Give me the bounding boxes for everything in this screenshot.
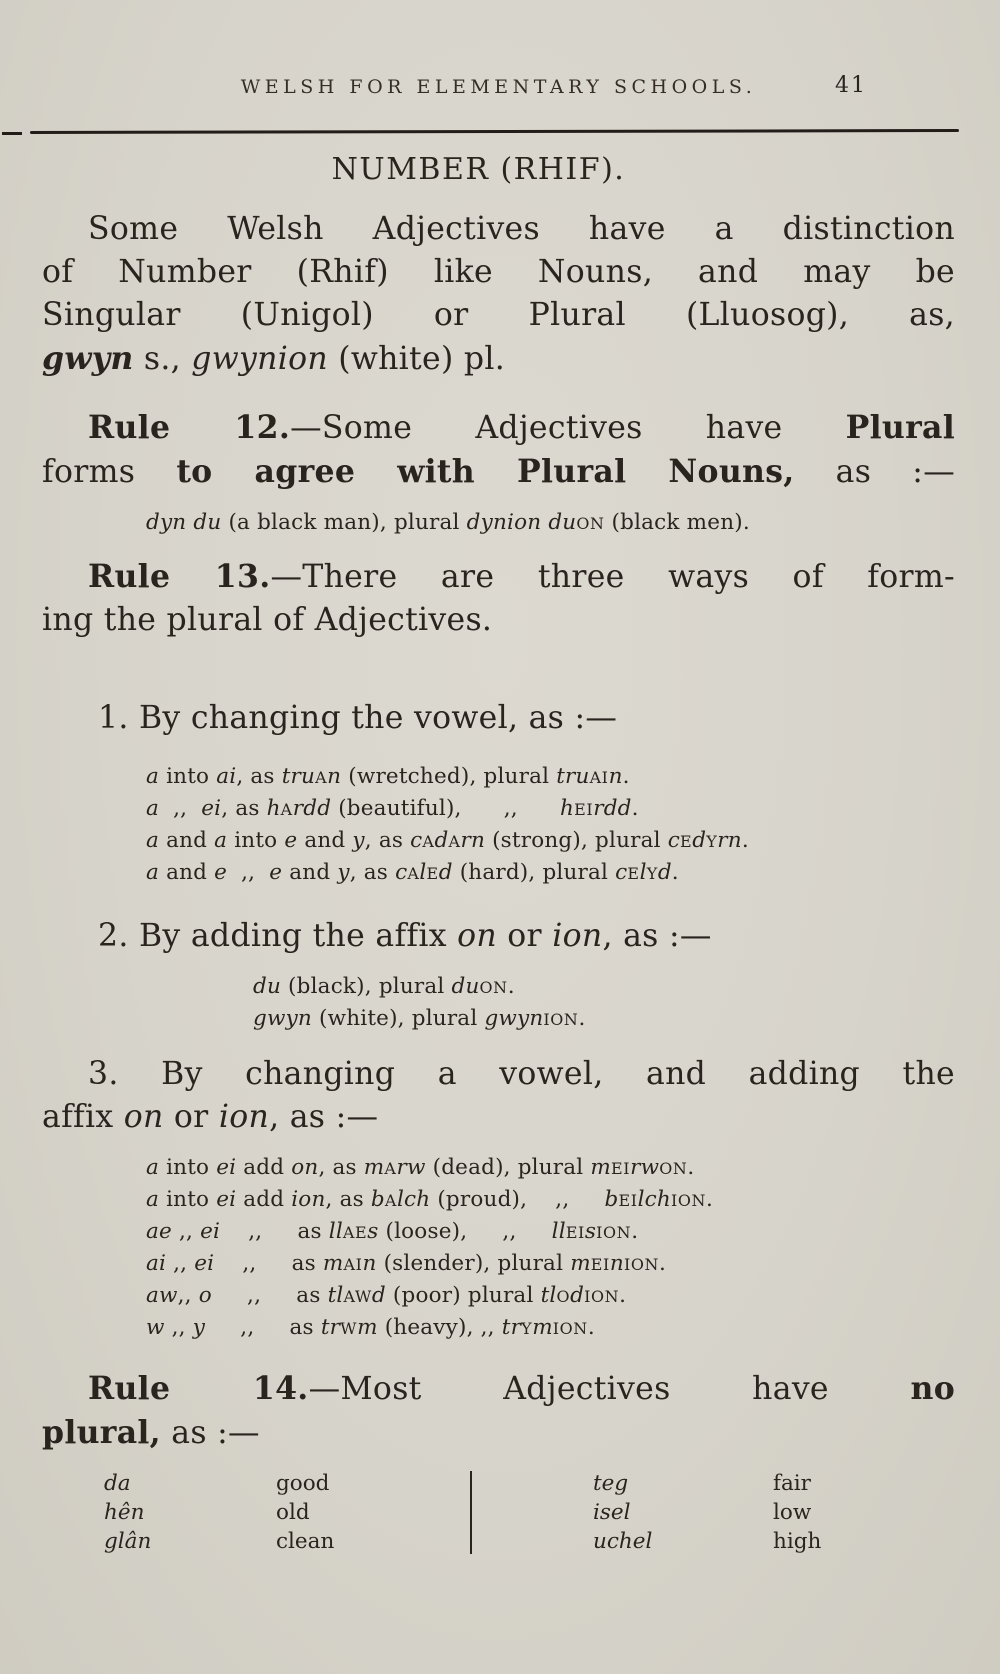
text-line: ing the plural of Adjectives. [42,602,493,638]
adjective-table [104,1469,955,1556]
text-line: Singular (Unigol) or Plural (Lluosog), as, [42,297,955,333]
text-line: plural, as :— [42,1414,260,1451]
text-line: Some Welsh Adjectives have a distinction [88,211,955,247]
example-line: a and e ,, e and y, as cAlEd (hard), plural cElYd. [146,860,679,885]
adjective-table-left [104,1469,470,1556]
welsh-word: uchel [593,1529,653,1554]
header-divider [30,129,959,134]
item-1-examples [146,761,955,889]
running-header [42,73,955,104]
example-line: a into ei add on, as mArw (dead), plural mEIrwON. [146,1155,695,1180]
example-line: gwyn (white), plural gwynION. [253,1006,586,1031]
adjective-table-right [593,1469,821,1556]
text-line: Rule 12.—Some Adjectives have Plural [88,409,955,446]
welsh-word: isel [593,1500,631,1525]
text-line: 3. By changing a vowel, and adding the [88,1056,955,1092]
english-word: high [773,1529,822,1554]
intro-paragraph [42,208,955,381]
running-title: WELSH FOR ELEMENTARY SCHOOLS. [240,76,757,98]
english-word: good [276,1471,330,1496]
welsh-word: hên [104,1500,145,1525]
rule-13-paragraph [42,555,955,642]
welsh-word: da [104,1471,131,1496]
example-line: a into ei add ion, as bAlch (proud), ,, bEIlchION. [146,1187,714,1212]
example-line: a ,, ei, as hArdd (beautiful), ,, hEIrdd. [146,796,639,821]
welsh-word: glân [104,1529,152,1554]
rule-12-paragraph [42,406,955,494]
rule-12-example: dyn du (a black man), plural dynion duON (black men). [146,510,750,535]
english-word: low [773,1500,812,1525]
item-3-heading [42,1053,955,1139]
english-word: clean [276,1529,335,1554]
example-line: w ,, y ,, as trWm (heavy), ,, trYmION. [146,1315,595,1340]
english-word: old [276,1500,310,1525]
page-number: 41 [835,73,867,98]
text-line: affix on or ion, as :— [42,1099,379,1135]
text-line: forms to agree with Plural Nouns, as :— [42,453,956,490]
english-word: fair [773,1471,811,1496]
item-2-heading: 2. By adding the affix on or ion, as :— [98,918,712,954]
welsh-word: teg [593,1471,629,1496]
example-line: du (black), plural duON. [253,974,515,999]
table-divider [470,1471,472,1554]
section-heading: NUMBER (RHIF). [331,152,626,187]
example-line: aw,, o ,, as tlAWd (poor) plural tlOdION. [146,1283,627,1308]
text-line: of Number (Rhif) like Nouns, and may be [42,254,955,290]
item-1-heading: 1. By changing the vowel, as :— [98,700,618,736]
example-line: a into ai, as truAn (wretched), plural truAIn. [146,764,630,789]
text-line: Rule 13.—There are three ways of form- [88,558,955,595]
example-line: ai ,, ei ,, as mAIn (slender), plural mEInION. [146,1251,667,1276]
item-2-examples [253,971,955,1035]
example-line: a and a into e and y, as cAdArn (strong), plural cEdYrn. [146,828,749,853]
rule-14-paragraph [42,1367,955,1455]
text-line: gwyn s., gwynion (white) pl. [42,340,506,377]
item-3-examples [146,1152,955,1344]
example-line: ae ,, ei ,, as llAEs (loose), ,, llEIsION. [146,1219,639,1244]
text-line: Rule 14.—Most Adjectives have no [88,1370,956,1407]
